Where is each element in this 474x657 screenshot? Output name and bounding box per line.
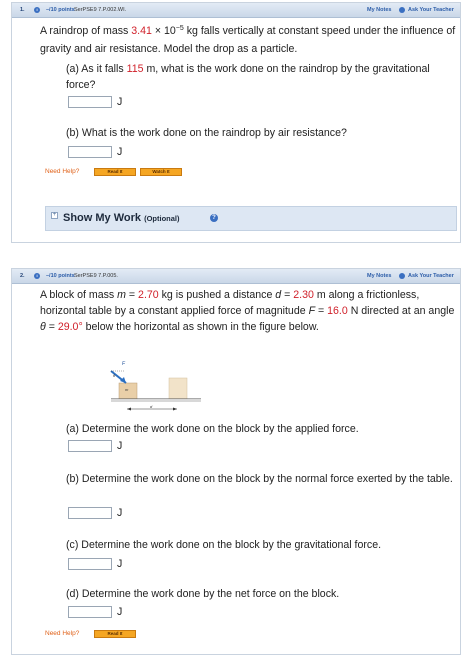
part-c-text: (c) Determine the work done on the block by the gravitational force. [66, 539, 382, 551]
show-my-work-label: Show My Work (Optional) [63, 212, 180, 224]
part-a-text: (a) Determine the work done on the block by the applied force. [66, 423, 359, 435]
part-a-text: (a) As it falls 115 m, what is the work done on the raindrop by the gravitational force? [66, 63, 430, 91]
read-it-button[interactable]: Read It [94, 168, 136, 176]
block-final [169, 378, 187, 399]
question-text: A block of mass m = 2.70 kg is pushed a distance d = 2.30 m along a frictionless, horizontal table by a constant applied force of magnitude F = 16.0 N directed at an angle θ = 29.0° below the horizontal as shown in the figure below. [40, 289, 455, 333]
answer-input-c[interactable] [68, 558, 112, 570]
help-icon[interactable]: ? [210, 214, 218, 222]
need-help-label: Need Help? [45, 630, 80, 637]
expand-icon[interactable]: + [52, 212, 57, 218]
unit-label: J [117, 440, 123, 452]
distance-label: d [150, 404, 153, 409]
ask-teacher-icon [399, 7, 405, 13]
read-it-button[interactable]: Read It [94, 630, 136, 638]
info-icon[interactable]: i [34, 7, 40, 13]
unit-label: J [117, 606, 123, 618]
problem-code: SerPSE9 7.P.002.WI. [74, 7, 127, 13]
angle-label: θ [113, 373, 116, 378]
part-b-text: (b) What is the work done on the raindrop by air resistance? [66, 127, 347, 139]
angle-value: 29.0° [57, 321, 83, 333]
info-icon[interactable]: i [34, 273, 40, 279]
question-text: A raindrop of mass $3.41 \times 10^{-5}$ kg falls vertically at constant speed under the influence of gravity and air resistance. Model the drop as a particle. [40, 25, 456, 55]
part-b-text: (b) Determine the work done on the block by the normal force exerted by the table. [66, 473, 453, 485]
force-label: F [122, 361, 126, 367]
unit-label: J [117, 96, 123, 108]
unit-label: J [117, 507, 123, 519]
problem-code: SerPSE9 7.P.005. [74, 273, 118, 279]
question-2-card [11, 268, 461, 655]
watch-it-button[interactable]: Watch It [140, 168, 182, 176]
answer-input-b[interactable] [68, 507, 112, 519]
distance-value: 115 [126, 63, 144, 75]
points-label: –/10 points [46, 273, 75, 279]
answer-input-a[interactable] [68, 96, 112, 108]
answer-input-d[interactable] [68, 606, 112, 618]
question-number: 2. [20, 273, 25, 279]
answer-input-a[interactable] [68, 440, 112, 452]
part-d-text: (d) Determine the work done by the net force on the block. [66, 588, 340, 600]
question-header [12, 269, 460, 284]
unit-label: J [117, 558, 123, 570]
distance-value: 2.30 [293, 289, 314, 301]
force-value: 16.0 [327, 305, 348, 317]
mass-label: m [125, 387, 129, 392]
question-1-card [11, 2, 461, 243]
ask-teacher-link[interactable]: Ask Your Teacher [408, 7, 454, 13]
unit-label: J [117, 146, 123, 158]
points-label: –/10 points [46, 7, 75, 13]
question-header [12, 3, 460, 18]
question-number: 1. [20, 7, 25, 13]
my-notes-link[interactable]: My Notes [367, 7, 392, 13]
answer-input-b[interactable] [68, 146, 112, 158]
mass-value: 3.41 [131, 25, 152, 37]
my-notes-link[interactable]: My Notes [367, 273, 392, 279]
need-help-label: Need Help? [45, 168, 80, 175]
mass-value: 2.70 [138, 289, 159, 301]
block-force-figure [109, 359, 209, 419]
show-my-work-panel[interactable] [45, 206, 457, 231]
ask-teacher-icon [399, 273, 405, 279]
ask-teacher-link[interactable]: Ask Your Teacher [408, 273, 454, 279]
table-edge [111, 399, 201, 402]
